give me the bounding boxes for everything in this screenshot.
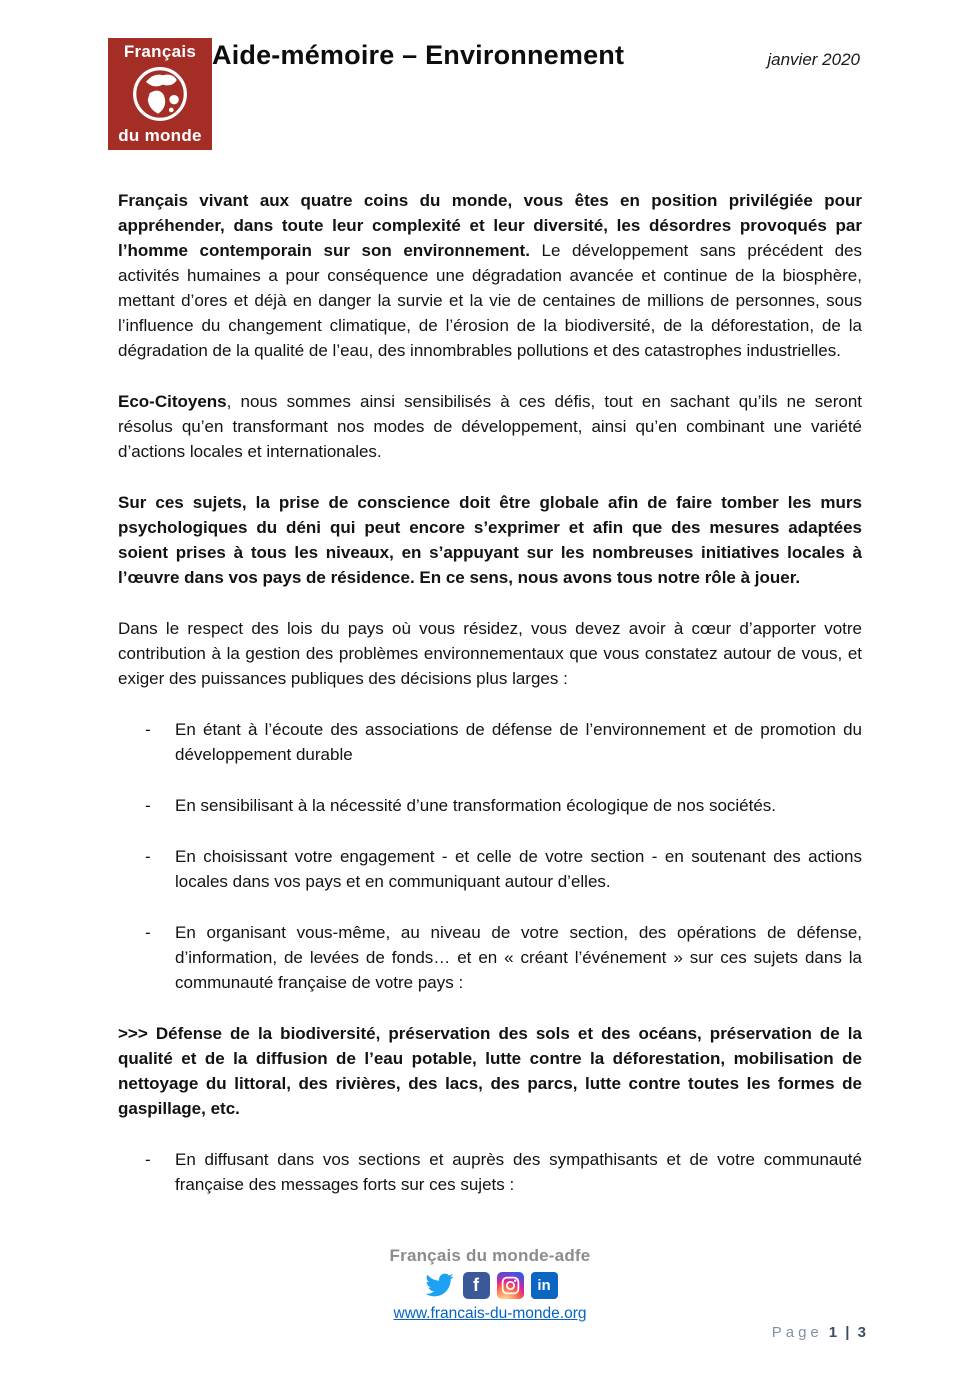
bullet-dash: -: [145, 796, 151, 815]
facebook-icon[interactable]: [463, 1272, 490, 1299]
list-item-text: En sensibilisant à la nécessité d’une transformation écologique de nos sociétés.: [175, 796, 777, 815]
list-item-text: En organisant vous-même, au niveau de votre section, des opérations de défense, d’information, de levées de fonds… et en « créant l’événement » sur ces sujets dans la communauté française de votre pays :: [175, 923, 862, 992]
bullet-dash: -: [145, 720, 151, 739]
twitter-icon[interactable]: [423, 1271, 456, 1299]
page-number-value: 1 | 3: [828, 1324, 868, 1341]
linkedin-glyph: in: [537, 1276, 551, 1294]
bullet-dash: -: [145, 1150, 151, 1169]
paragraph-eco-citoyens-bold: Eco-Citoyens: [118, 392, 227, 411]
paragraph-eco-citoyens: [118, 389, 862, 464]
list-item-text: En choisissant votre engagement - et celle de votre section - en soutenant des actions locales dans vos pays et en communiquant autour d’elles.: [175, 847, 862, 891]
logo-text-bottom: du monde: [118, 126, 202, 145]
facebook-glyph: f: [473, 1275, 479, 1295]
paragraph-prise-de-conscience: Sur ces sujets, la prise de conscience doit être globale afin de faire tomber les murs psychologiques du déni qui peut encore s’exprimer et afin que des mesures adaptées soient prises à tous les niveaux, en s’appuyant sur les nombreuses initiatives locales à l’œuvre dans vos pays de résidence. En ce sens, nous avons tous notre rôle à jouer.: [118, 493, 862, 587]
social-icons-row: [0, 1271, 980, 1299]
footer-org-name: Français du monde-adfe: [389, 1246, 591, 1265]
website-link[interactable]: www.francais-du-monde.org: [393, 1305, 587, 1322]
highlight-block: >>> Défense de la biodiversité, préservation des sols et des océans, préservation de la qualité et de la diffusion de l’eau potable, lutte contre la déforestation, mobilisation de nettoyage du littoral, des rivières, des lacs, des parcs, lutte contre toutes les formes de gaspillage, etc.: [118, 1024, 862, 1118]
page-number-label: Page: [771, 1324, 823, 1341]
footer: [0, 1246, 980, 1323]
paragraph-respect-des-lois: Dans le respect des lois du pays où vous résidez, vous devez avoir à cœur d’apporter votre contribution à la gestion des problèmes environnementaux que vous constatez autour de vous, et exiger des puissances publiques des décisions plus larges :: [118, 619, 862, 688]
list-item: [118, 717, 862, 767]
paragraph-intro-bold: Français vivant aux quatre coins du monde, vous êtes en position privilégiée pour appréhender, dans toute leur complexité et leur diversité, les désordres provoqués par l’homme contemporain sur son environnement.: [118, 191, 862, 260]
instagram-icon[interactable]: [497, 1272, 524, 1299]
document-date: janvier 2020: [767, 50, 860, 69]
instagram-camera-glyph: [500, 1275, 521, 1296]
page-title: Aide-mémoire – Environnement: [212, 40, 625, 70]
list-item-text: En étant à l’écoute des associations de défense de l’environnement et de promotion du développement durable: [175, 720, 862, 764]
paragraph-intro: [118, 188, 862, 363]
paragraph-eco-citoyens-rest: , nous sommes ainsi sensibilisés à ces défis, tout en sachant qu’ils ne seront résolus qu’en transformant nos modes de développement, ainsi qu’en combinant une variété d’actions locales et internationales.: [118, 392, 862, 461]
list-item: [118, 1147, 862, 1197]
bullet-dash: -: [145, 923, 151, 942]
document-body: [118, 188, 862, 1223]
francais-du-monde-logo: [108, 38, 212, 150]
logo-text-top: Français: [123, 42, 197, 61]
linkedin-icon[interactable]: [531, 1272, 558, 1299]
paragraph-intro-rest: Le développement sans précédent des activités humaines a pour conséquence une dégradation avancée et continue de la biosphère, mettant d’ores et déjà en danger la survie et la vie de centaines de millions de personnes, sous l’influence du changement climatique, de l’érosion de la biodiversité, de la déforestation, de la dégradation de la qualité de l’eau, des innombrables pollutions et des catastrophes industrielles.: [118, 241, 862, 360]
bullet-dash: -: [145, 847, 151, 866]
list-item: [118, 844, 862, 894]
list-item-text: En diffusant dans vos sections et auprès des sympathisants et de votre communauté française des messages forts sur ces sujets :: [175, 1150, 862, 1194]
page-number: [772, 1324, 868, 1341]
list-item: [118, 920, 862, 995]
globe-icon: [130, 64, 190, 124]
list-item: [118, 793, 862, 818]
